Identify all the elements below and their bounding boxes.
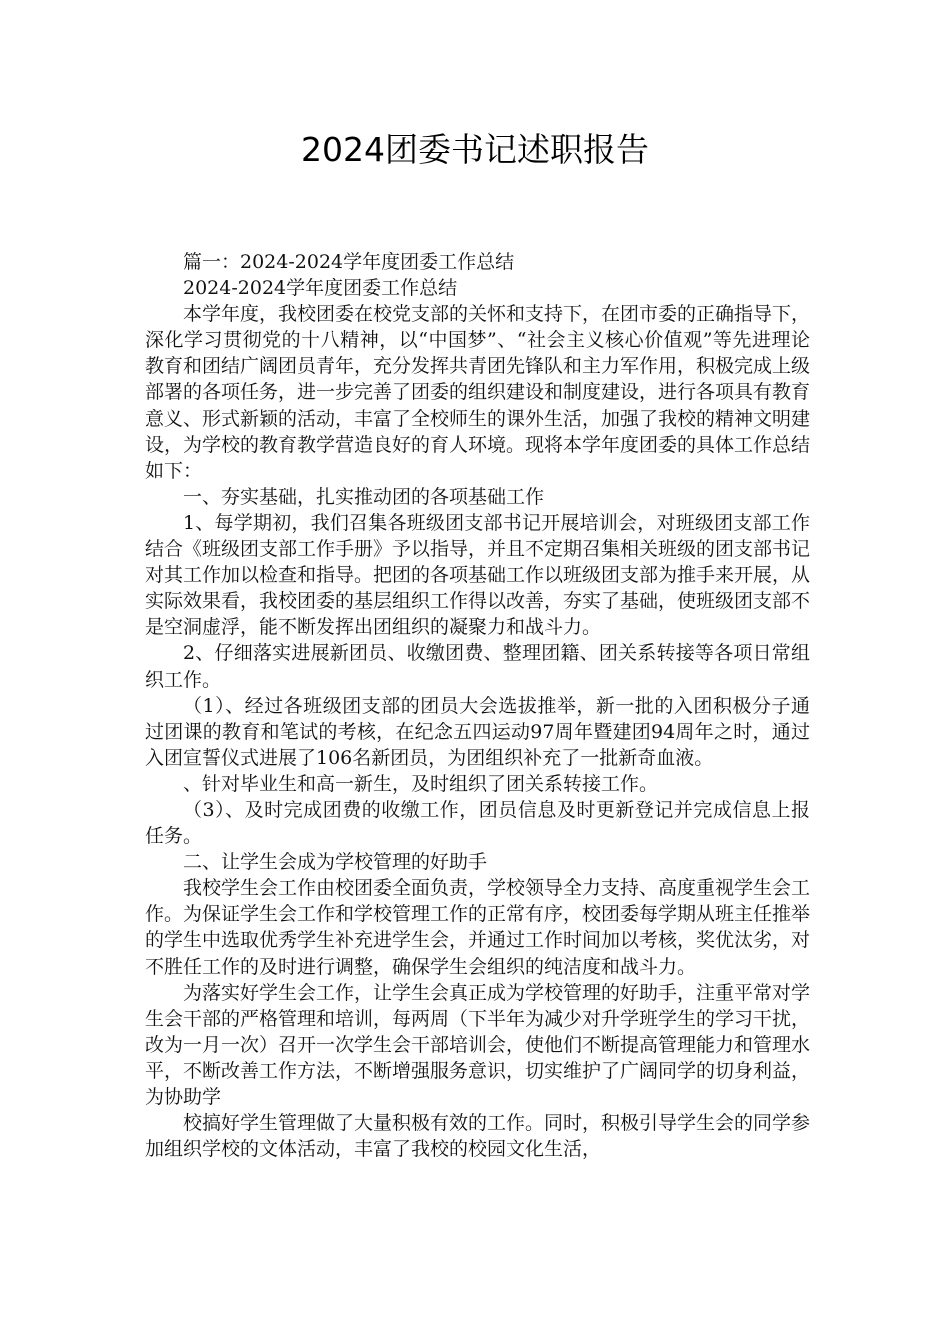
paragraph-student-union-2: 为落实好学生会工作，让学生会真正成为学校管理的好助手，注重平常对学生会干部的严格管理和培训，每两周（下半年为减少对升学班学生的学习干扰，改为一月一次）召开一次学生会干部培训会，使他们不断提高管理能力和管理水平，不断改善工作方法，不断增强服务意识，切实维护了广阔同学的切身利益，为协助学 bbox=[145, 981, 811, 1108]
paragraph-student-union-3: 校搞好学生管理做了大量积极有效的工作。同时，积极引导学生会的同学参加组织学校的文体活动，丰富了我校的校园文化生活， bbox=[145, 1112, 811, 1161]
paragraph-item-2: 2、仔细落实进展新团员、收缴团费、整理团籍、团关系转接等各项日常组织工作。 bbox=[145, 642, 810, 691]
paragraph-student-union-1: 我校学生会工作由校团委全面负责，学校领导全力支持、高度重视学生会工作。为保证学生会工作和学校管理工作的正常有序，校团委每学期从班主任推举的学生中选取优秀学生补充进学生会，并通过工作时间加以考核，奖优汰劣，对不胜任工作的及时进行调整，确保学生会组织的纯洁度和战斗力。 bbox=[145, 877, 811, 978]
paragraph-intro: 本学年度，我校团委在校党支部的关怀和支持下，在团市委的正确指导下，深化学习贯彻党的十八精神，以“中国梦”、“社会主义核心价值观”等先进理论教育和团结广阔团员青年，充分发挥共青团先锋队和主力军作用，积极完成上级部署的各项任务，进一步完善了团委的组织建设和制度建设，进行各项具有教育意义、形式新颖的活动，丰富了全校师生的课外生活，加强了我校的精神文明建设，为学校的教育教学营造良好的育人环境。现将本学年度团委的具体工作总结如下： bbox=[145, 303, 811, 482]
paragraph-subitem-2: 、针对毕业生和高一新生，及时组织了团关系转接工作。 bbox=[183, 772, 659, 795]
section-heading-1: 一、夯实基础，扎实推动团的各项基础工作 bbox=[183, 485, 545, 508]
paragraph-item-1: 1、每学期初，我们召集各班级团支部书记开展培训会，对班级团支部工作结合《班级团支部工作手册》予以指导，并且不定期召集相关班级的团支部书记对其工作加以检查和指导。把团的各项基础工作以班级团支部为推手来开展，从实际效果看，我校团委的基层组织工作得以改善，夯实了基础，使班级团支部不是空洞虚浮，能不断发挥出团组织的凝聚力和战斗力。 bbox=[145, 511, 811, 639]
paragraph-subitem-3: （3）、及时完成团费的收缴工作，团员信息及时更新登记并完成信息上报任务。 bbox=[145, 798, 810, 848]
section-heading-2: 二、让学生会成为学校管理的好助手 bbox=[183, 851, 488, 874]
paragraph-subitem-1: （1）、经过各班级团支部的团员大会选拔推举，新一批的入团积极分子通过团课的教育和笔试的考核，在纪念五四运动97周年暨建团94周年之时，通过入团宣誓仪式进展了106名新团员，为团组织补充了一批新奇血液。 bbox=[145, 694, 810, 769]
paragraph-part-heading: 篇一：2024-2024学年度团委工作总结 bbox=[183, 251, 515, 273]
document-body bbox=[145, 249, 810, 1162]
paragraph-subtitle: 2024-2024学年度团委工作总结 bbox=[183, 277, 458, 300]
document-title: 2024团委书记述职报告 bbox=[301, 130, 649, 169]
